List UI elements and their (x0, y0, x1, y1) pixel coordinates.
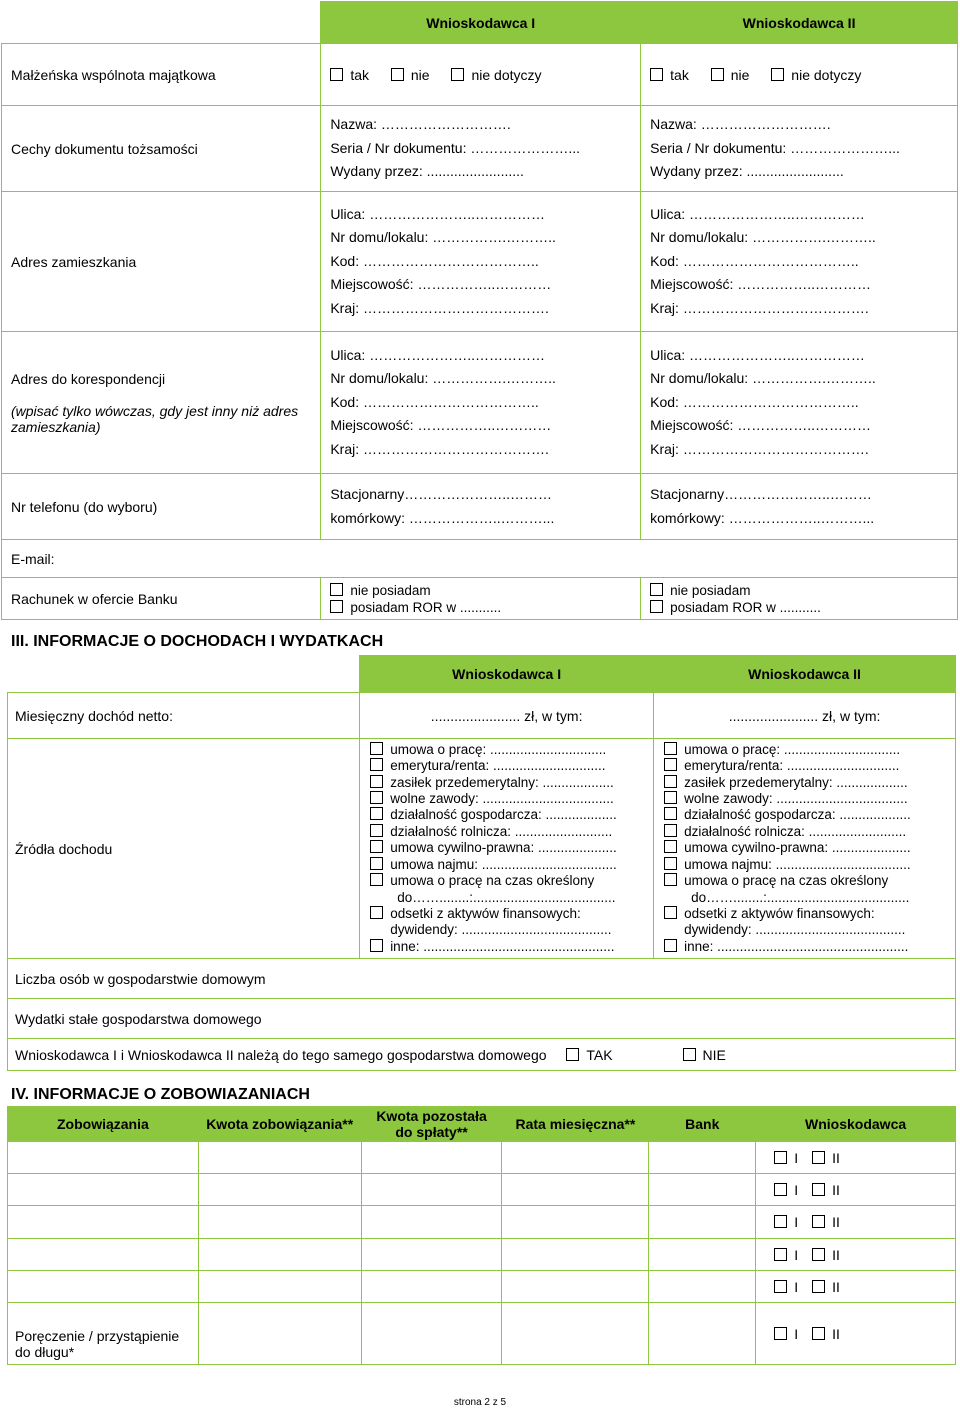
checkbox[interactable] (370, 824, 383, 837)
income-source-item: wolne zawody: ................................... (664, 791, 948, 807)
liability-row (8, 1303, 956, 1365)
liability-cell[interactable] (502, 1271, 649, 1303)
checkbox[interactable] (774, 1183, 787, 1196)
checkbox[interactable] (664, 906, 677, 919)
income-source-item: zasiłek przedemerytalny: ................... (370, 775, 646, 791)
income-source-item: inne: ................................................... (664, 939, 948, 955)
checkbox[interactable] (664, 791, 677, 804)
no-checkbox[interactable] (683, 1048, 696, 1061)
income-source-item: wolne zawody: ................................... (370, 791, 646, 807)
marital-options-applicant-2: tak nie nie dotyczy (641, 44, 958, 106)
liability-row (8, 1271, 956, 1303)
checkbox[interactable] (664, 742, 677, 755)
checkbox[interactable] (370, 775, 383, 788)
liability-cell[interactable] (198, 1239, 361, 1271)
checkbox[interactable] (812, 1151, 825, 1164)
liability-cell[interactable] (198, 1303, 361, 1365)
checkbox[interactable] (664, 873, 677, 886)
income-source-item: umowa cywilno-prawna: ..................... (664, 840, 948, 856)
section-4-title: IV. INFORMACJE O ZOBOWIAZANIACH (11, 1086, 310, 1103)
address-label: Adres zamieszkania (2, 192, 321, 332)
phone-label: Nr telefonu (do wyboru) (2, 474, 321, 540)
checkbox[interactable] (650, 583, 663, 596)
net-income-label: Miesięczny dochód netto: (8, 693, 360, 739)
liability-cell[interactable] (8, 1206, 199, 1239)
liability-cell[interactable] (649, 1206, 756, 1239)
liability-cell[interactable] (198, 1142, 361, 1174)
liability-cell[interactable] (361, 1239, 502, 1271)
liability-row (8, 1206, 956, 1239)
checkbox[interactable] (812, 1327, 825, 1340)
checkbox[interactable] (812, 1280, 825, 1293)
account-label: Rachunek w ofercie Banku (2, 578, 321, 620)
checkbox[interactable] (330, 583, 343, 596)
income-source-item: działalność rolnicza: .......................... (664, 824, 948, 840)
liability-cell[interactable] (649, 1239, 756, 1271)
checkbox[interactable] (774, 1280, 787, 1293)
income-source-item: umowa o pracę: ............................... (664, 742, 948, 758)
header-applicant-2: Wnioskodawca II (654, 656, 956, 693)
marital-options-applicant-1: tak nie nie dotyczy (321, 44, 641, 106)
liability-cell[interactable] (8, 1142, 199, 1174)
phone-applicant-2[interactable]: Stacjonarny…………………..……… komórkowy: ………………..………... (641, 474, 958, 540)
id-doc-applicant-2[interactable]: Nazwa: ………………………. Seria / Nr dokumentu: …………………... Wydany przez: ......................... (641, 106, 958, 192)
checkbox[interactable] (771, 68, 784, 81)
liability-cell[interactable] (198, 1206, 361, 1239)
yes-checkbox[interactable] (566, 1048, 579, 1061)
account-options-applicant-1: nie posiadam posiadam ROR w ........... (321, 578, 641, 620)
income-source-item: emerytura/renta: .............................. (664, 758, 948, 774)
net-income-applicant-1[interactable]: ....................... zł, w tym: (360, 693, 654, 739)
checkbox[interactable] (330, 68, 343, 81)
liability-cell[interactable] (361, 1271, 502, 1303)
income-source-item: do……........:...................................... (397, 889, 616, 905)
address-applicant-2[interactable]: Ulica: …………………..…………… Nr domu/lokalu: …………….……….. Kod: ……………………………….. Miejscowość: ……………..………… Kraj: …………………………………. (641, 192, 958, 332)
email-field[interactable]: E-mail: (2, 540, 958, 578)
page-number: strona 2 z 5 (453, 1397, 507, 1408)
address-applicant-1[interactable]: Ulica: …………………..…………… Nr domu/lokalu: …………….……….. Kod: ……………………………….. Miejscowość: ……………..………… Kraj: …………………………………. (321, 192, 641, 332)
income-source-item: działalność rolnicza: .......................... (370, 824, 646, 840)
id-doc-applicant-1[interactable]: Nazwa: ………………………. Seria / Nr dokumentu: …………………... Wydany przez: ......................... (321, 106, 641, 192)
liability-cell[interactable] (502, 1303, 649, 1365)
checkbox[interactable] (664, 775, 677, 788)
household-size-field[interactable]: Liczba osób w gospodarstwie domowym (8, 959, 956, 999)
net-income-applicant-2[interactable]: ....................... zł, w tym: (654, 693, 956, 739)
account-options-applicant-2: nie posiadam posiadam ROR w ........... (641, 578, 958, 620)
header-applicant-1: Wnioskodawca I (321, 2, 641, 44)
guarantee-label: Poręczenie / przystąpienie do długu* (8, 1303, 199, 1365)
checkbox[interactable] (370, 742, 383, 755)
col-remaining: Kwota pozostała do spłaty** (361, 1107, 502, 1142)
liability-cell[interactable] (502, 1174, 649, 1206)
liability-cell[interactable] (361, 1206, 502, 1239)
income-source-item: dywidendy: ........................................ (390, 922, 612, 938)
liability-cell[interactable] (502, 1239, 649, 1271)
liability-cell[interactable] (649, 1174, 756, 1206)
income-source-item: dywidendy: ........................................ (684, 922, 906, 938)
income-source-item: działalność gospodarcza: ................... (664, 807, 948, 823)
checkbox[interactable] (370, 807, 383, 820)
checkbox[interactable] (774, 1327, 787, 1340)
liabilities-table (7, 1106, 956, 1365)
corr-address-applicant-1[interactable]: Ulica: …………………..…………… Nr domu/lokalu: …………….……….. Kod: ……………………………….. Miejscowość: ……………..………… Kraj: …………………………………. (321, 332, 641, 474)
applicant-choice: I II (756, 1142, 956, 1174)
checkbox[interactable] (370, 857, 383, 870)
income-sources-applicant-1 (360, 739, 654, 959)
income-source-item: umowa najmu: .................................... (370, 857, 646, 873)
checkbox[interactable] (664, 758, 677, 771)
checkbox[interactable] (664, 824, 677, 837)
fixed-expenses-field[interactable]: Wydatki stałe gospodarstwa domowego (8, 999, 956, 1039)
col-amount: Kwota zobowiązania** (198, 1107, 361, 1142)
checkbox[interactable] (664, 807, 677, 820)
income-source-item: umowa cywilno-prawna: ..................... (370, 840, 646, 856)
checkbox[interactable] (774, 1151, 787, 1164)
checkbox[interactable] (774, 1248, 787, 1261)
liability-cell[interactable] (502, 1206, 649, 1239)
header-applicant-2: Wnioskodawca II (641, 2, 958, 44)
checkbox[interactable] (370, 758, 383, 771)
liability-cell[interactable] (361, 1174, 502, 1206)
checkbox[interactable] (812, 1183, 825, 1196)
liability-cell[interactable] (198, 1271, 361, 1303)
liability-cell[interactable] (649, 1271, 756, 1303)
liability-row (8, 1174, 956, 1206)
income-sources-label: Źródła dochodu (8, 739, 360, 959)
header-applicant-1: Wnioskodawca I (360, 656, 654, 693)
income-source-item: do……........:...................................... (691, 889, 910, 905)
checkbox[interactable] (774, 1215, 787, 1228)
checkbox[interactable] (664, 840, 677, 853)
liability-cell[interactable] (198, 1174, 361, 1206)
checkbox[interactable] (650, 600, 663, 613)
income-source-item: umowa o pracę na czas określony (370, 873, 646, 889)
liability-row (8, 1239, 956, 1271)
liability-cell[interactable] (361, 1303, 502, 1365)
applicant-details-table (1, 1, 958, 620)
applicant-choice: I II (756, 1174, 956, 1206)
liability-cell[interactable] (502, 1142, 649, 1174)
income-source-item: umowa o pracę na czas określony (664, 873, 948, 889)
checkbox[interactable] (711, 68, 724, 81)
income-source-item: inne: ................................................... (370, 939, 646, 955)
checkbox[interactable] (370, 906, 383, 919)
checkbox[interactable] (330, 600, 343, 613)
income-source-item: działalność gospodarcza: ................... (370, 807, 646, 823)
checkbox[interactable] (370, 939, 383, 952)
applicant-choice: I II (756, 1239, 956, 1271)
checkbox[interactable] (451, 68, 464, 81)
col-bank: Bank (649, 1107, 756, 1142)
checkbox[interactable] (391, 68, 404, 81)
checkbox[interactable] (664, 857, 677, 870)
corr-address-label: Adres do korespondencji (wpisać tylko wówczas, gdy jest inny niż adres zamieszkania) (2, 332, 321, 474)
liability-cell[interactable] (649, 1303, 756, 1365)
checkbox[interactable] (812, 1215, 825, 1228)
income-source-item: odsetki z aktywów finansowych: (370, 906, 646, 922)
applicant-choice: I II (756, 1206, 956, 1239)
income-source-item: odsetki z aktywów finansowych: (664, 906, 948, 922)
checkbox[interactable] (812, 1248, 825, 1261)
col-installment: Rata miesięczna** (502, 1107, 649, 1142)
income-source-item: umowa najmu: .................................... (664, 857, 948, 873)
checkbox[interactable] (370, 873, 383, 886)
checkbox[interactable] (664, 939, 677, 952)
liability-cell[interactable] (8, 1271, 199, 1303)
col-liabilities: Zobowiązania (8, 1107, 199, 1142)
phone-applicant-1[interactable]: Stacjonarny…………………..……… komórkowy: ………………..………... (321, 474, 641, 540)
same-household-row: Wnioskodawca I i Wnioskodawca II należą do tego samego gospodarstwa domowego TAK NIE (8, 1039, 956, 1071)
marital-label: Małżeńska wspólnota majątkowa (2, 44, 321, 106)
liability-cell[interactable] (8, 1174, 199, 1206)
applicant-choice: I II (756, 1303, 956, 1365)
income-source-item: zasiłek przedemerytalny: ................... (664, 775, 948, 791)
liability-cell[interactable] (8, 1239, 199, 1271)
corr-address-applicant-2[interactable]: Ulica: …………………..…………… Nr domu/lokalu: …………….……….. Kod: ……………………………….. Miejscowość: ……………..………… Kraj: …………………………………. (641, 332, 958, 474)
checkbox[interactable] (650, 68, 663, 81)
liability-cell[interactable] (361, 1142, 502, 1174)
income-source-item: umowa o pracę: ............................... (370, 742, 646, 758)
income-table (7, 655, 956, 1071)
col-applicant: Wnioskodawca (756, 1107, 956, 1142)
checkbox[interactable] (370, 840, 383, 853)
corr-address-note: (wpisać tylko wówczas, gdy jest inny niż adres zamieszkania) (11, 402, 299, 435)
income-source-item: emerytura/renta: .............................. (370, 758, 646, 774)
applicant-choice: I II (756, 1271, 956, 1303)
liability-row (8, 1142, 956, 1174)
income-sources-applicant-2 (654, 739, 956, 959)
section-3-title: III. INFORMACJE O DOCHODACH I WYDATKACH (11, 633, 384, 650)
id-doc-label: Cechy dokumentu tożsamości (2, 106, 321, 192)
checkbox[interactable] (370, 791, 383, 804)
liability-cell[interactable] (649, 1142, 756, 1174)
